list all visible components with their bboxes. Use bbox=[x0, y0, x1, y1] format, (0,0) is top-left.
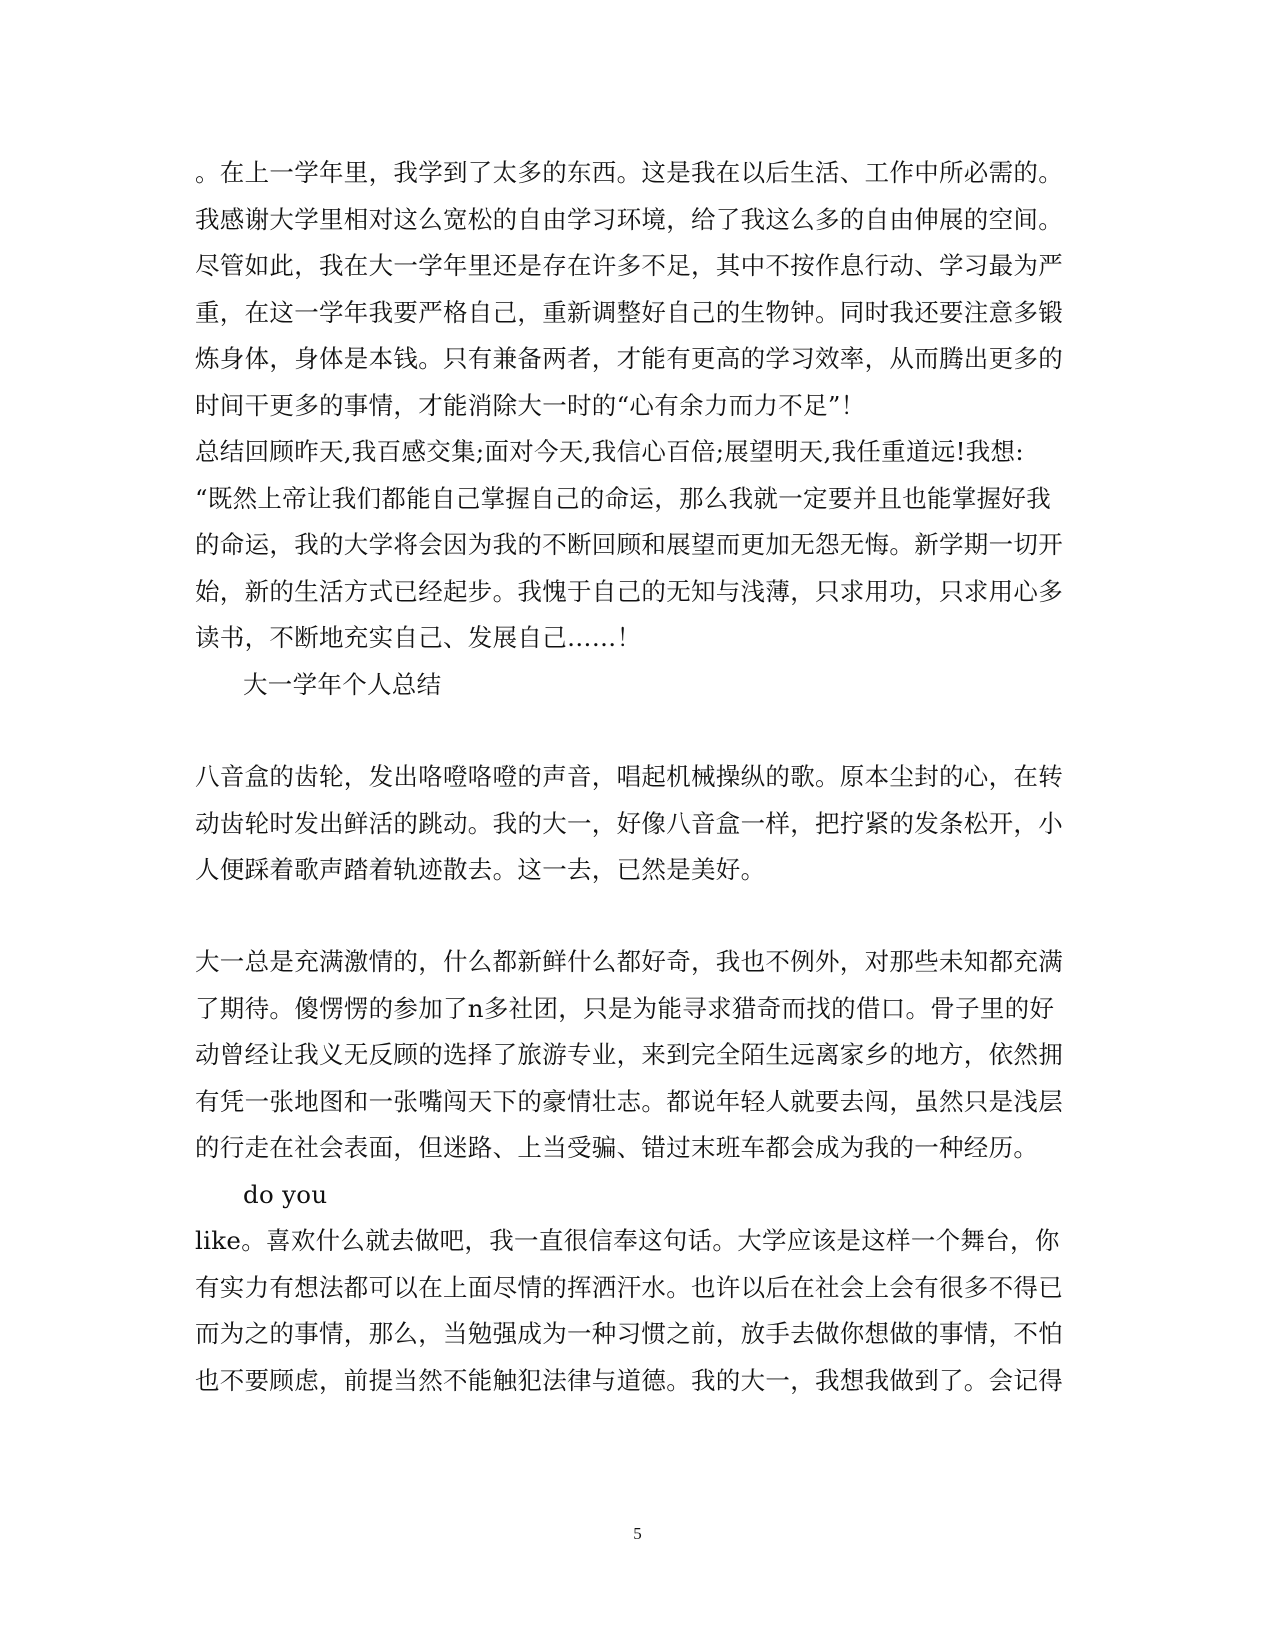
section-heading: 大一学年个人总结 bbox=[243, 670, 442, 699]
text-line: 读书，不断地充实自己、发展自己……！ bbox=[195, 623, 642, 652]
text-line: 的行走在社会表面，但迷路、上当受骗、错过末班车都会成为我的一种经历。 bbox=[195, 1133, 1039, 1162]
text-line: 而为之的事情，那么，当勉强成为一种习惯之前，放手去做你想做的事情，不怕 bbox=[195, 1319, 1063, 1348]
text-line: 总结回顾昨天,我百感交集;面对今天,我信心百倍;展望明天,我任重道远!我想: bbox=[195, 437, 1024, 466]
text-line: do you bbox=[243, 1180, 328, 1209]
text-line: 炼身体，身体是本钱。只有兼备两者，才能有更高的学习效率，从而腾出更多的 bbox=[195, 344, 1063, 373]
text-line: 大一总是充满激情的，什么都新鲜什么都好奇，我也不例外，对那些未知都充满 bbox=[195, 947, 1063, 976]
text-line: 我感谢大学里相对这么宽松的自由学习环境，给了我这么多的自由伸展的空间。 bbox=[195, 205, 1063, 234]
text-line: like。喜欢什么就去做吧，我一直很信奉这句话。大学应该是这样一个舞台，你 bbox=[195, 1226, 1060, 1255]
text-line: 也不要顾虑，前提当然不能触犯法律与道德。我的大一，我想我做到了。会记得 bbox=[195, 1366, 1063, 1395]
text-line: 八音盒的齿轮，发出咯噔咯噔的声音，唱起机械操纵的歌。原本尘封的心，在转 bbox=[195, 762, 1063, 791]
text-line: 有凭一张地图和一张嘴闯天下的豪情壮志。都说年轻人就要去闯，虽然只是浅层 bbox=[195, 1087, 1063, 1116]
text-line: 动齿轮时发出鲜活的跳动。我的大一，好像八音盒一样，把拧紧的发条松开，小 bbox=[195, 809, 1063, 838]
text-line: 人便踩着歌声踏着轨迹散去。这一去，已然是美好。 bbox=[195, 855, 766, 884]
text-line: 动曾经让我义无反顾的选择了旅游专业，来到完全陌生远离家乡的地方，依然拥 bbox=[195, 1040, 1063, 1069]
text-line: 的命运，我的大学将会因为我的不断回顾和展望而更加无怨无悔。新学期一切开 bbox=[195, 530, 1063, 559]
text-line: 时间干更多的事情，才能消除大一时的“心有余力而力不足”！ bbox=[195, 391, 866, 420]
text-line: 始，新的生活方式已经起步。我愧于自己的无知与浅薄，只求用功，只求用心多 bbox=[195, 577, 1063, 606]
text-line: 。在上一学年里，我学到了太多的东西。这是我在以后生活、工作中所必需的。 bbox=[195, 158, 1063, 187]
text-line: 有实力有想法都可以在上面尽情的挥洒汗水。也许以后在社会上会有很多不得已 bbox=[195, 1273, 1063, 1302]
text-line: 了期待。傻愣愣的参加了n多社团，只是为能寻求猎奇而找的借口。骨子里的好 bbox=[195, 994, 1055, 1023]
text-line: 重，在这一学年我要严格自己，重新调整好自己的生物钟。同时我还要注意多锻 bbox=[195, 298, 1063, 327]
text-line: “既然上帝让我们都能自己掌握自己的命运，那么我就一定要并且也能掌握好我 bbox=[195, 484, 1052, 513]
text-line: 尽管如此，我在大一学年里还是存在许多不足，其中不按作息行动、学习最为严 bbox=[195, 251, 1063, 280]
page-number: 5 bbox=[633, 1524, 642, 1543]
